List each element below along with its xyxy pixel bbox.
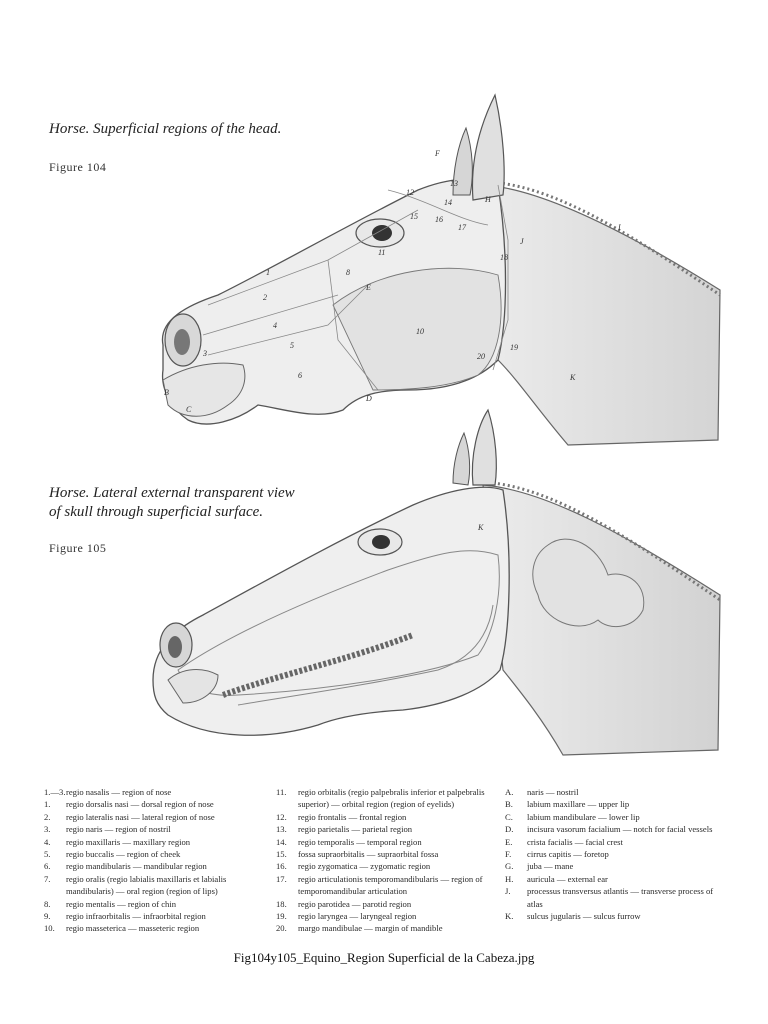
figure-105-title-line-2: of skull through superficial surface. bbox=[49, 504, 264, 520]
region-16-label: 16 bbox=[435, 215, 443, 224]
legend-key: C. bbox=[505, 811, 513, 822]
legend-row bbox=[44, 798, 269, 810]
legend-key: 14. bbox=[276, 836, 287, 847]
legend-row bbox=[44, 836, 269, 848]
legend-row bbox=[44, 860, 269, 872]
region-18-label: 18 bbox=[500, 253, 508, 262]
legend-row bbox=[44, 898, 269, 910]
region-3-label: 3 bbox=[203, 349, 207, 358]
legend-text: regio naris — region of nostril bbox=[66, 824, 171, 835]
legend-row bbox=[505, 885, 730, 910]
legend-key: G. bbox=[505, 861, 514, 872]
legend-row bbox=[44, 823, 269, 835]
region-12-label: 12 bbox=[406, 188, 414, 197]
ear bbox=[472, 95, 504, 200]
letter-d-label: D bbox=[366, 394, 372, 403]
region-20-label: 20 bbox=[477, 352, 485, 361]
legend-row bbox=[505, 848, 730, 860]
legend-text: regio lateralis nasi — lateral region of nose bbox=[66, 811, 215, 822]
legend-row bbox=[276, 910, 496, 922]
legend-row bbox=[276, 811, 496, 823]
legend-row bbox=[276, 922, 496, 934]
legend-column-2 bbox=[276, 786, 496, 935]
legend-text: cirrus capitis — foretop bbox=[527, 849, 609, 860]
horse-head-regions-illustration bbox=[148, 90, 728, 450]
letter-k-label: K bbox=[570, 373, 576, 382]
legend-key: 5. bbox=[44, 849, 51, 860]
legend-text: regio maxillaris — maxillary region bbox=[66, 836, 191, 847]
legend-text: labium maxillare — upper lip bbox=[527, 799, 630, 810]
letter-i-label: I bbox=[618, 223, 621, 232]
legend-text: regio oralis (regio labialis maxillaris et labialis mandibularis) — oral region (region of lips) bbox=[66, 873, 227, 897]
legend-text: regio temporalis — temporal region bbox=[298, 836, 422, 847]
legend-text: regio frontalis — frontal region bbox=[298, 811, 407, 822]
figure-104-label: Figure 104 bbox=[49, 160, 107, 174]
region-10-label: 10 bbox=[416, 327, 424, 336]
image-caption: Fig104y105_Equino_Region Superficial de la Cabeza.jpg bbox=[233, 950, 535, 965]
letter-h-label: H bbox=[485, 195, 491, 204]
legend-text: labium mandibulare — lower lip bbox=[527, 811, 640, 822]
legend-text: crista facialis — facial crest bbox=[527, 836, 623, 847]
region-14-label: 14 bbox=[444, 198, 452, 207]
legend-key: 15. bbox=[276, 849, 287, 860]
legend-row bbox=[276, 786, 496, 811]
legend-row bbox=[505, 873, 730, 885]
legend-text: regio zygomatica — zygomatic region bbox=[298, 861, 431, 872]
legend-text: margo mandibulae — margin of mandible bbox=[298, 923, 443, 934]
legend-key: 2. bbox=[44, 811, 51, 822]
legend-row bbox=[44, 848, 269, 860]
legend-row bbox=[44, 811, 269, 823]
legend-key: 1.—3. bbox=[44, 787, 66, 797]
letter-b-label: B bbox=[164, 388, 169, 397]
legend-text: sulcus jugularis — sulcus furrow bbox=[527, 911, 641, 922]
legend-key: 16. bbox=[276, 861, 287, 872]
legend-key: F. bbox=[505, 849, 512, 860]
legend-key: D. bbox=[505, 824, 514, 835]
legend-key: 13. bbox=[276, 824, 287, 835]
legend-column-3 bbox=[505, 786, 730, 922]
legend-row bbox=[276, 873, 496, 898]
legend-key: K. bbox=[505, 911, 514, 922]
legend-key: 6. bbox=[44, 861, 51, 872]
legend-row bbox=[505, 836, 730, 848]
legend-text: regio parotidea — parotid region bbox=[298, 898, 412, 909]
legend-key: 8. bbox=[44, 898, 51, 909]
legend-key: A. bbox=[505, 787, 514, 797]
legend-key: 7. bbox=[44, 873, 51, 884]
legend-text: regio infraorbitalis — infraorbital region bbox=[66, 911, 206, 922]
legend-text: regio masseterica — masseteric region bbox=[66, 923, 200, 934]
figure-105-title-line-1: Horse. Lateral external transparent view bbox=[49, 485, 295, 501]
legend-text: regio mentalis — region of chin bbox=[66, 898, 177, 909]
legend-row bbox=[505, 798, 730, 810]
legend-key: E. bbox=[505, 836, 513, 847]
legend-row bbox=[505, 786, 730, 798]
legend-row bbox=[44, 922, 269, 934]
region-5-label: 5 bbox=[290, 341, 294, 350]
legend-key: 11. bbox=[276, 787, 287, 797]
legend-key: H. bbox=[505, 873, 514, 884]
legend-text: incisura vasorum facialium — notch for facial vessels bbox=[527, 824, 713, 835]
legend-text: auricula — external ear bbox=[527, 873, 608, 884]
legend-key: 3. bbox=[44, 824, 51, 835]
region-8-label: 8 bbox=[346, 268, 350, 277]
legend-text: regio buccalis — region of cheek bbox=[66, 849, 181, 860]
letter-e-label: E bbox=[366, 283, 371, 292]
legend-key: 12. bbox=[276, 811, 287, 822]
region-13-label: 13 bbox=[450, 179, 458, 188]
legend-row bbox=[276, 823, 496, 835]
legend-row bbox=[505, 860, 730, 872]
legend-key: J. bbox=[505, 886, 511, 897]
figure-105-label: Figure 105 bbox=[49, 541, 107, 555]
legend-key: B. bbox=[505, 799, 513, 810]
legend-row bbox=[276, 860, 496, 872]
ear bbox=[472, 410, 496, 485]
letter-f-label: F bbox=[435, 149, 440, 158]
region-2-label: 2 bbox=[263, 293, 267, 302]
legend-text: regio laryngea — laryngeal region bbox=[298, 911, 417, 922]
legend-key: 20. bbox=[276, 923, 287, 934]
legend-row bbox=[44, 873, 269, 898]
legend-text: regio dorsalis nasi — dorsal region of nose bbox=[66, 799, 214, 810]
region-17-label: 17 bbox=[458, 223, 466, 232]
legend-key: 4. bbox=[44, 836, 51, 847]
legend-row bbox=[505, 811, 730, 823]
legend-text: juba — mane bbox=[527, 861, 574, 872]
legend-row bbox=[44, 786, 269, 798]
legend-key: 1. bbox=[44, 799, 51, 810]
legend-row bbox=[44, 910, 269, 922]
region-15-label: 15 bbox=[410, 212, 418, 221]
legend-text: regio orbitalis (regio palpebralis inferior et palpebralis superior) — orbital region (region of eyelids) bbox=[298, 787, 485, 810]
legend-key: 9. bbox=[44, 911, 51, 922]
legend-text: regio mandibularis — mandibular region bbox=[66, 861, 207, 872]
region-1-label: 1 bbox=[266, 268, 270, 277]
legend-key: 17. bbox=[276, 873, 287, 884]
legend-row bbox=[276, 848, 496, 860]
head-outline bbox=[153, 487, 509, 735]
letter-c-label: C bbox=[186, 405, 192, 414]
region-19-label: 19 bbox=[510, 343, 518, 352]
legend-row bbox=[505, 910, 730, 922]
horse-head-transparent-skull-illustration bbox=[148, 405, 728, 760]
legend-key: 10. bbox=[44, 923, 55, 934]
legend-text: regio nasalis — region of nose bbox=[66, 787, 172, 797]
letter-j-label: J bbox=[520, 237, 524, 246]
figure-104-title: Horse. Superficial regions of the head. bbox=[49, 121, 282, 137]
legend-row bbox=[276, 836, 496, 848]
legend-text: naris — nostril bbox=[527, 787, 579, 797]
legend-text: regio parietalis — parietal region bbox=[298, 824, 413, 835]
region-11-label: 11 bbox=[378, 248, 386, 257]
legend-row bbox=[276, 898, 496, 910]
legend-text: regio articulationis temporomandibularis — region of temporomandibular articulation bbox=[298, 873, 483, 897]
legend-column-1 bbox=[44, 786, 269, 935]
legend-text: processus transversus atlantis — transverse process of atlas bbox=[527, 886, 714, 909]
legend-row bbox=[505, 823, 730, 835]
region-4-label: 4 bbox=[273, 321, 277, 330]
legend-key: 19. bbox=[276, 911, 287, 922]
region-6-label: 6 bbox=[298, 371, 302, 380]
legend-key: 18. bbox=[276, 898, 287, 909]
letter-k-label: K bbox=[478, 523, 484, 532]
legend-text: fossa supraorbitalis — supraorbital fossa bbox=[298, 849, 439, 860]
